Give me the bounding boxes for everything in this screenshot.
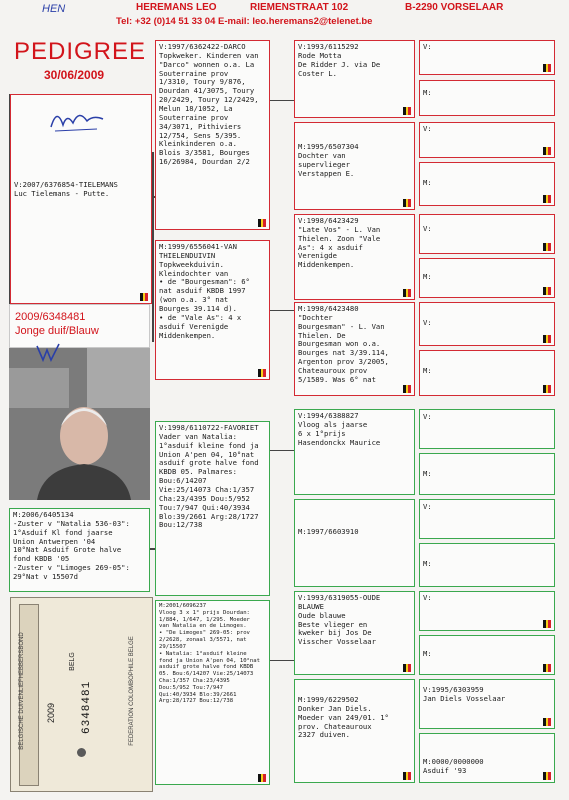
gen4-ring: V: <box>423 224 432 233</box>
gen3-ring: V:1998/6423429 <box>298 216 359 225</box>
paternal-grandsire-text: Topkweker. Kinderen van "Darco" wonnen o.a. La Souterraine prov 1/3310, Toury 9/876, Dourdan 41/3075, Toury 20/2429, Toury 12/2429, Melun 18/1052, La Souterraine prov 34/3071, Pithiviers 12/754, Sens 5/395. Kleinkinderen o.a. Blois 3/3581, Bourges 16/26984, Dourdan 2/2 <box>159 50 259 167</box>
gen4-box <box>419 302 555 346</box>
gen4-box <box>419 409 555 449</box>
maternal-granddam-text: Vloog 3 x 1° prijs Dourdan: 1/884, 1/647, 1/295. Moeder van Natalia en de Limoges. • "De Limoges" 269-05: prov 2/2628, zonaal 3/5571, nat 29/15507 • Natalia: 1°asduif kleine fond ja Union A'pen 04, 10°nat asduif grote halve fond KBDB 05. Bou:6/14207 Vie:25/14073 Cha:1/357 Cha:23/4395 Dou:5/952 Tou:7/947 Qui:40/3934 Blo:39/2661 Arg:28/1727 Bou:12/738 <box>159 609 261 705</box>
paternal-grandsire-ring: V:1997/6362422-DARCO <box>159 42 246 51</box>
gen4-box <box>419 350 555 396</box>
connector <box>270 100 294 101</box>
belgian-flag-icon <box>543 620 551 628</box>
paternal-granddam-text: Topkweekduivin. Kleindochter van • de "Bourgesman": 6° nat asduif KBDB 1997 (won o.a. 3° nat Bourges 39.114 d). • de "Vale As": 4 x asduif Verenigde Middenkempen. <box>159 259 250 340</box>
gen4-ring: M: <box>423 469 432 478</box>
gen3-box-3 <box>294 214 415 300</box>
paternal-grandsire-box <box>155 40 270 230</box>
gen3-box-4 <box>294 302 415 396</box>
header-contact: Tel: +32 (0)14 51 33 04 E-mail: leo.heremans2@telenet.be <box>116 16 373 27</box>
gen3-ring: V:1993/6319055-OUDE BLAUWE <box>298 593 381 611</box>
gen3-text: Oude blauwe Beste vlieger en kweker bij Jos De Visscher Vosselaar <box>298 610 376 647</box>
gen4-ring: M: <box>423 559 432 568</box>
belgian-flag-icon <box>543 287 551 295</box>
gen3-text: Dochter van supervlieger Verstappen E. <box>298 150 355 178</box>
maternal-granddam-box <box>155 600 270 785</box>
dam-text: -Zuster v "Natalia 536-03": 1°Asduif Kl fond jaarse Union Antwerpen '04 10°Nat Asduif Grote halve fond KBDB '05 -Zuster v "Limoges 269-05": 29°Nat v 15507d <box>13 518 130 582</box>
subject-ring: 2009/6348481 <box>15 311 86 323</box>
gen4-box <box>419 122 555 158</box>
gen3-box-5 <box>294 409 415 495</box>
belgian-flag-icon <box>258 219 266 227</box>
sire-text: Luc Tielemans - Putte. <box>14 188 110 198</box>
maternal-grandsire-ring: V:1998/6110722-FAVORIET <box>159 423 259 432</box>
belgian-flag-icon <box>543 195 551 203</box>
gen4-ring: V: <box>423 318 432 327</box>
belgian-flag-icon <box>543 243 551 251</box>
gen3-box-7 <box>294 591 415 675</box>
gen4-ring: M:0000/0000000 <box>423 757 484 766</box>
gen4-ring: V: <box>423 593 432 602</box>
gen4-box <box>419 591 555 631</box>
belgian-flag-icon <box>543 147 551 155</box>
gen4-ring: M: <box>423 88 432 97</box>
ring-card-number: 6348481 <box>81 680 93 734</box>
signature-icon <box>47 105 107 137</box>
belgian-flag-icon <box>403 772 411 780</box>
gen4-ring: V: <box>423 42 432 51</box>
belgian-flag-icon <box>258 369 266 377</box>
subject-ring-box <box>9 304 150 348</box>
gen4-text: Asduif '93 <box>423 765 467 775</box>
belgian-flag-icon <box>403 385 411 393</box>
belgian-flag-icon <box>403 107 411 115</box>
page-title: PEDIGREE <box>14 38 147 65</box>
belgian-flag-icon <box>543 664 551 672</box>
belgian-flag-icon <box>543 64 551 72</box>
gen4-box <box>419 733 555 783</box>
connector <box>270 310 294 311</box>
gen3-ring: V:1993/6115292 <box>298 42 359 51</box>
gen4-ring: M: <box>423 272 432 281</box>
pedigree-date: 30/06/2009 <box>44 68 105 82</box>
ring-card-hole <box>77 748 86 757</box>
connector <box>270 450 294 451</box>
subject-description: Jonge duif/Blauw <box>15 325 99 337</box>
gen3-box-6 <box>294 499 415 587</box>
handwritten-mark: HEN <box>42 3 66 15</box>
gen3-text: Rode Motta De Ridder J. via De Coster L. <box>298 50 381 78</box>
belgian-flag-icon <box>543 385 551 393</box>
maternal-granddam-ring: M:2001/6096237 <box>159 603 207 609</box>
gen3-text: Vloog als jaarse 6 x 1°prijs Hasendonckx Maurice <box>298 419 381 447</box>
gen3-ring: M:1998/6423480 <box>298 304 359 313</box>
belgian-flag-icon <box>543 335 551 343</box>
paternal-granddam-box <box>155 240 270 380</box>
gen4-ring: M: <box>423 366 432 375</box>
gen3-text: "Dochter Bourgesman" - L. Van Thielen. De Bourgesman won o.a. Bourges nat 3/39.114, Argenton prov 3/2005, Chateauroux prov 5/1589. Was 6° nat <box>298 312 389 384</box>
header-name: HEREMANS LEO <box>136 2 217 13</box>
gen3-ring: V:1994/6388827 <box>298 411 359 420</box>
gen4-box <box>419 162 555 206</box>
gen3-text: Donker Jan Diels. Moeder van 249/01. 1° prov. Chateauroux 2327 duiven. <box>298 703 389 740</box>
handwritten-initials-icon <box>35 342 65 364</box>
ring-card-top-text: BELGISCHE DUIVENLIEFHEBBERSBOND <box>19 632 25 750</box>
belgian-flag-icon <box>543 772 551 780</box>
gen3-ring: M:1999/6229502 <box>298 695 359 704</box>
belgian-flag-icon <box>403 664 411 672</box>
gen4-box <box>419 258 555 298</box>
gen3-ring: M:1997/6603910 <box>298 527 359 536</box>
gen3-box-2 <box>294 122 415 210</box>
belgian-flag-icon <box>543 718 551 726</box>
gen4-ring: V: <box>423 502 432 511</box>
gen4-ring: V:1995/6303959 <box>423 685 484 694</box>
gen4-box <box>419 214 555 254</box>
gen4-text: Jan Diels Vosselaar <box>423 693 506 703</box>
dam-ring: M:2006/6405134 <box>13 510 74 519</box>
gen4-box <box>419 635 555 675</box>
gen4-box <box>419 679 555 729</box>
maternal-grandsire-box <box>155 421 270 596</box>
gen3-box-8 <box>294 679 415 783</box>
gen3-box-1 <box>294 40 415 118</box>
gen4-box <box>419 80 555 116</box>
belgian-flag-icon <box>140 293 148 301</box>
belgian-flag-icon <box>403 289 411 297</box>
gen3-ring: M:1995/6507304 <box>298 142 359 151</box>
gen4-ring: M: <box>423 178 432 187</box>
connector <box>152 152 154 342</box>
gen4-box <box>419 499 555 539</box>
gen4-ring: M: <box>423 649 432 658</box>
gen4-ring: V: <box>423 124 432 133</box>
maternal-grandsire-text: Vader van Natalia: 1°asduif kleine fond ja Union A'pen 04, 10°nat asduif grote halve fond KBDB 05. Palmares: Bou:6/14207 Vie:25/14073 Cha:1/357 Cha:23/4395 Dou:5/952 Tou:7/947 Qui:40/3934 Blo:39/2661 Arg:28/1727 Bou:12/738 <box>159 431 259 530</box>
gen4-ring: V: <box>423 412 432 421</box>
gen4-box <box>419 543 555 587</box>
gen3-text: "Late Vos" - L. Van Thielen. Zoon "Vale As": 4 x asduif Verenigde Middenkempen. <box>298 224 381 270</box>
ring-card-year: 2009 <box>46 702 57 724</box>
gen4-box <box>419 40 555 75</box>
ring-card-bottom-text: FEDERATION COLOMBOPHILE BELGE <box>129 636 135 746</box>
owner-photo <box>9 348 150 500</box>
header-street: RIEMENSTRAAT 102 <box>250 2 349 13</box>
sire-box <box>10 94 152 304</box>
dam-box <box>9 508 150 592</box>
sire-ring: V:2007/6376854-TIELEMANS <box>14 180 118 189</box>
belgian-flag-icon <box>258 774 266 782</box>
portrait-illustration <box>9 348 150 500</box>
header-city: B-2290 VORSELAAR <box>405 2 504 13</box>
ring-card <box>10 597 153 792</box>
connector <box>270 660 294 661</box>
belgian-flag-icon <box>403 199 411 207</box>
ring-card-country: BELG <box>68 652 76 671</box>
gen4-box <box>419 453 555 495</box>
paternal-granddam-ring: M:1999/6556041-VAN THIELENDUIVIN <box>159 242 237 260</box>
